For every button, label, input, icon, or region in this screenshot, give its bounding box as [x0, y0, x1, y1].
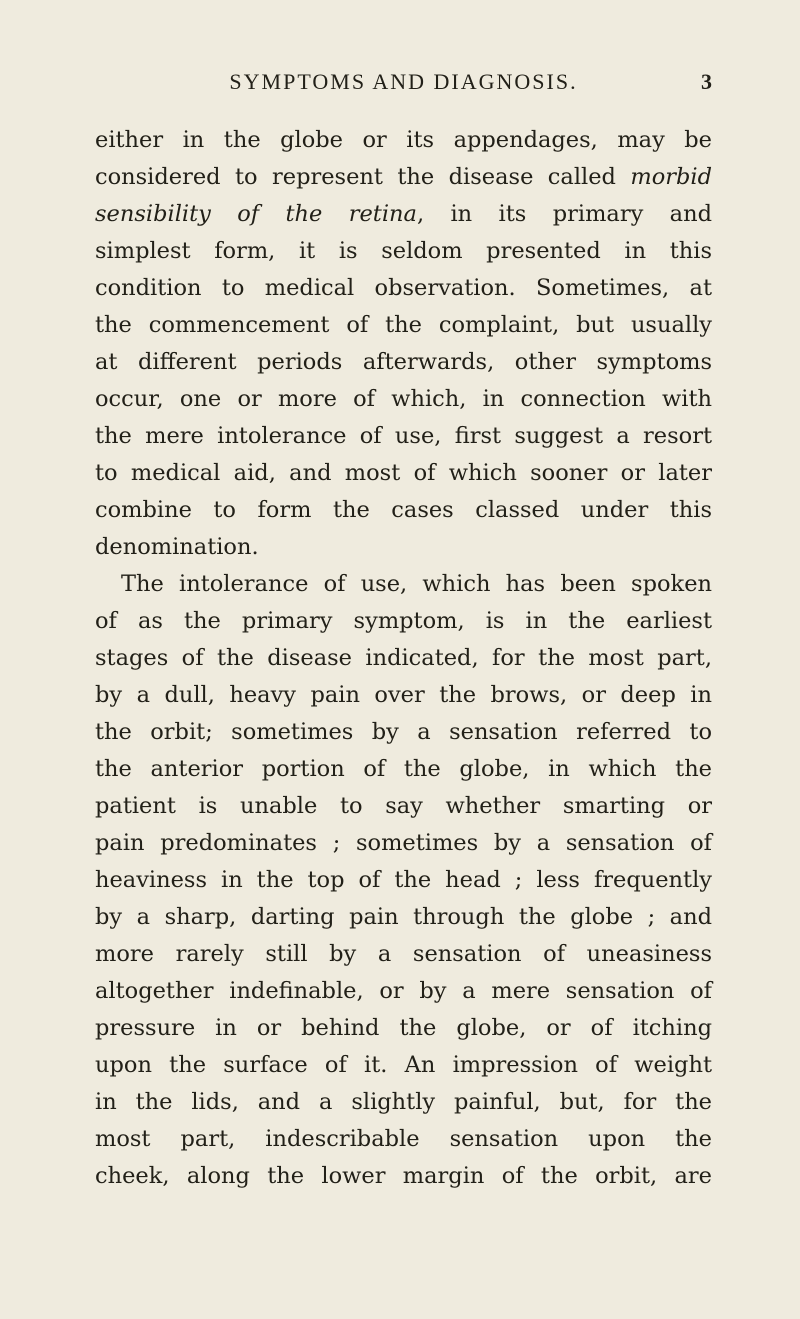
text-line: sensibility of the retina, in its primary and: [95, 201, 712, 227]
text-line: simplest form, it is seldom presented in this: [95, 238, 712, 264]
text-line: denomination.: [95, 534, 259, 560]
text-line: combine to form the cases classed under this: [95, 497, 712, 523]
body-text: [95, 122, 712, 1195]
text-line: by a sharp, darting pain through the globe ; and: [95, 904, 712, 930]
running-head: [95, 64, 712, 100]
text-line: in the lids, and a slightly painful, but, for the: [95, 1089, 712, 1115]
page-number: 3: [701, 69, 712, 94]
text-line: most part, indescribable sensation upon the: [95, 1126, 712, 1152]
italic-term: sensibility of the retina: [95, 201, 417, 227]
text-line: altogether indefinable, or by a mere sensation of: [95, 978, 712, 1004]
text-line: pain predominates ; sometimes by a sensation of: [95, 830, 712, 856]
text-line: by a dull, heavy pain over the brows, or deep in: [95, 682, 712, 708]
text-line: heaviness in the top of the head ; less frequently: [95, 867, 712, 893]
text-line: considered to represent the disease called morbid: [95, 164, 712, 190]
text-line: pressure in or behind the globe, or of itching: [95, 1015, 712, 1041]
text-line: The intolerance of use, which has been spoken: [121, 571, 712, 597]
running-title: SYMPTOMS AND DIAGNOSIS.: [229, 69, 578, 94]
text-line: the mere intolerance of use, first suggest a resort: [95, 423, 712, 449]
text-line: cheek, along the lower margin of the orbit, are: [95, 1163, 712, 1189]
text-line: to medical aid, and most of which sooner or later: [95, 460, 712, 486]
italic-term: morbid: [630, 164, 712, 190]
text-line: occur, one or more of which, in connection with: [95, 386, 712, 412]
text-line: stages of the disease indicated, for the most part,: [95, 645, 712, 671]
text-line: at different periods afterwards, other symptoms: [95, 349, 712, 375]
text-line: the orbit; sometimes by a sensation referred to: [95, 719, 712, 745]
text-line: of as the primary symptom, is in the earliest: [95, 608, 712, 634]
text-line: the anterior portion of the globe, in which the: [95, 756, 712, 782]
text-line: more rarely still by a sensation of uneasiness: [95, 941, 712, 967]
text-line: the commencement of the complaint, but usually: [95, 312, 712, 338]
text-line: condition to medical observation. Sometimes, at: [95, 275, 712, 301]
text-line: either in the globe or its appendages, may be: [95, 127, 712, 153]
text-line: patient is unable to say whether smarting or: [95, 793, 712, 819]
text-line: upon the surface of it. An impression of weight: [95, 1052, 712, 1078]
